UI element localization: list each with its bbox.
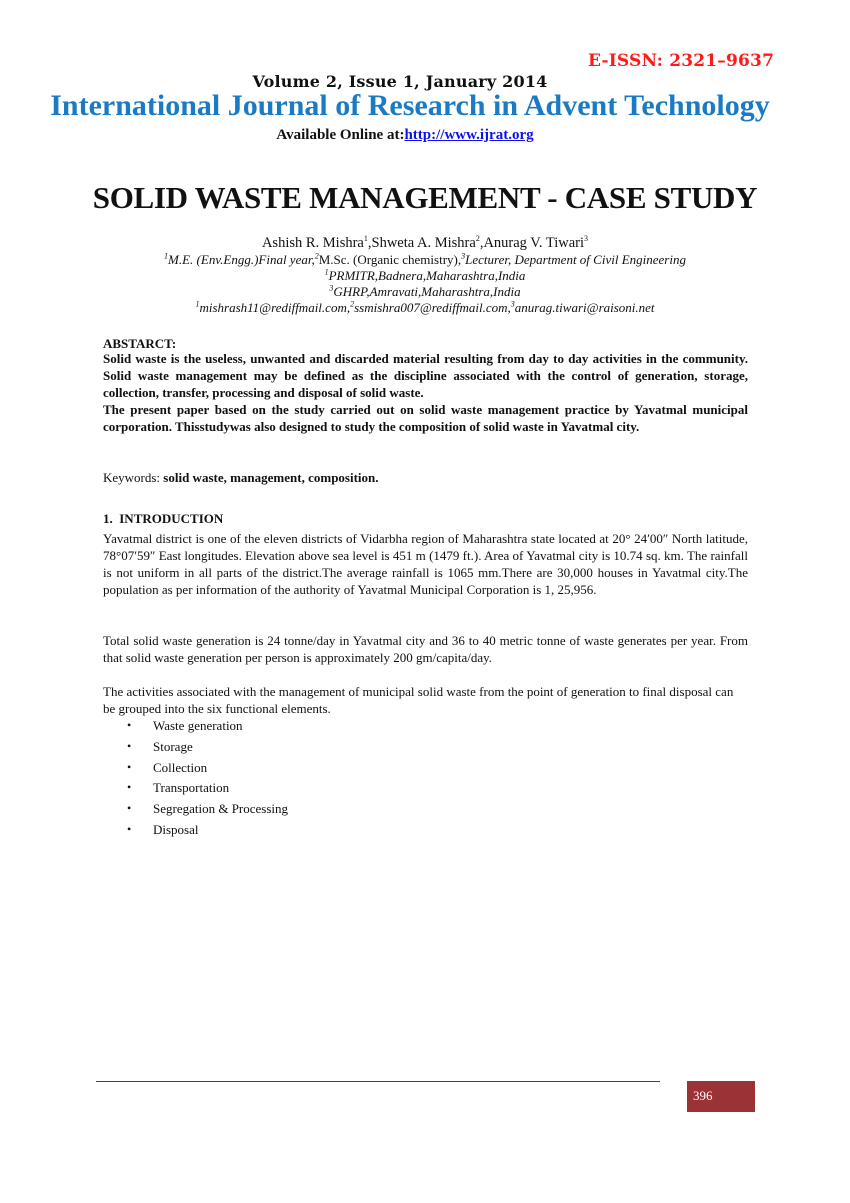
abstract-paragraph-1: Solid waste is the useless, unwanted and discarded material resulting from day to day activities in the community. Solid waste management may be defined as the discipline associated with the control of generation, storage, collection, transfer, processing and disposal of solid waste. xyxy=(103,351,748,400)
email-sup: 1 xyxy=(195,299,200,309)
page-number: 396 xyxy=(693,1088,713,1103)
intro-paragraph-2: Total solid waste generation is 24 tonne/day in Yavatmal city and 36 to 40 metric tonne of waste generates per year. From that solid waste generation per person is approximately 200 gm/capita/day. xyxy=(103,633,748,665)
list-item xyxy=(103,800,748,821)
affil-institute-text: GHRP,Amravati,Maharashtra,India xyxy=(333,284,521,299)
list-item-text: Collection xyxy=(153,759,208,775)
list-item-text: Segregation & Processing xyxy=(153,801,289,817)
journal-link[interactable]: http://www.ijrat.org xyxy=(404,127,534,143)
bullet-icon: • xyxy=(127,821,132,836)
list-item-text: Waste generation xyxy=(153,718,243,733)
author-name: Anurag V. Tiwari xyxy=(483,235,585,251)
email-sup: 2 xyxy=(350,299,355,309)
author-sup: 1 xyxy=(363,234,368,244)
affiliation-institute-1 xyxy=(0,268,850,284)
affil-sup: 1 xyxy=(324,267,329,277)
bullet-icon: • xyxy=(127,759,132,774)
author-name: Shweta A. Mishra xyxy=(371,235,476,251)
email-1: mishrash11@rediffmail.com, xyxy=(199,300,351,315)
bullet-icon: • xyxy=(127,738,132,753)
paper-title: SOLID WASTE MANAGEMENT - CASE STUDY xyxy=(92,180,758,215)
affil-sup: 3 xyxy=(329,283,334,293)
author-sup: 3 xyxy=(584,234,589,244)
affil-degree-2: M.Sc. (Organic chemistry), xyxy=(318,252,462,267)
affil-sup: 1 xyxy=(164,251,169,261)
affil-sup: 2 xyxy=(314,251,319,261)
list-item xyxy=(103,738,748,759)
list-item xyxy=(103,759,748,780)
list-item-text: Disposal xyxy=(153,821,199,837)
affiliation-institute-3 xyxy=(0,284,850,300)
author-list xyxy=(0,235,850,252)
affil-institute-text: PRMITR,Badnera,Maharashtra,India xyxy=(328,268,526,283)
abstract-heading: ABSTARCT: xyxy=(103,336,177,351)
author-sep: , xyxy=(479,235,484,251)
author-emails xyxy=(0,300,850,316)
keywords xyxy=(103,469,748,486)
available-label: Available Online at: xyxy=(276,127,405,143)
affil-sup: 3 xyxy=(461,251,466,261)
list-item-text: Storage xyxy=(153,738,193,754)
email-3: anurag.tiwari@raisoni.net xyxy=(514,300,655,315)
journal-title: International Journal of Research in Advent Technology xyxy=(50,89,770,122)
email-sup: 3 xyxy=(510,299,515,309)
list-item xyxy=(103,779,748,800)
issn-label: E-ISSN: 2321–9637 xyxy=(588,51,775,71)
abstract-paragraph-2: The present paper based on the study carried out on solid waste management practice by Yavatmal municipal corporation. Thisstudywas also designed to study the composition of solid waste in Yavatmal city. xyxy=(103,402,748,434)
author-sep: , xyxy=(367,235,372,251)
bullet-icon: • xyxy=(127,718,132,732)
page-number-box xyxy=(687,1081,755,1112)
section-heading-introduction: 1. INTRODUCTION xyxy=(103,511,224,526)
functional-elements-list xyxy=(103,717,748,842)
available-online xyxy=(0,127,810,144)
keywords-value: solid waste, management, composition. xyxy=(163,470,379,485)
footer-divider xyxy=(96,1081,660,1082)
author-name: Ashish R. Mishra xyxy=(261,235,364,251)
bullet-icon: • xyxy=(127,780,132,795)
author-sup: 2 xyxy=(475,234,480,244)
affil-degree-1: M.E. (Env.Engg.)Final year, xyxy=(168,252,315,267)
bullet-icon: • xyxy=(127,801,132,816)
affil-degree-3: Lecturer, Department of Civil Engineering xyxy=(465,252,686,267)
list-item xyxy=(103,821,748,842)
volume-issue: Volume 2, Issue 1, January 2014 xyxy=(252,72,548,91)
affiliation-degrees xyxy=(0,252,850,268)
email-2: ssmishra007@rediffmail.com, xyxy=(354,300,511,315)
list-item-text: Transportation xyxy=(153,780,230,796)
keywords-label: Keywords: xyxy=(103,470,164,485)
intro-paragraph-1: Yavatmal district is one of the eleven districts of Vidarbha region of Maharashtra state located at 20° 24′00″ North latitude, 78°07′59″ East longitudes. Elevation above sea level is 451 m (1479 ft.). Area of Yavatmal city is 10.74 sq. km. The rainfall is not uniform in all parts of the district.The average rainfall is 1065 mm.There are 30,000 houses in Yavatmal city.The population as per information of the authority of Yavatmal Municipal Corporation is 1, 25,956. xyxy=(103,531,748,597)
list-item xyxy=(103,717,748,738)
intro-paragraph-3: The activities associated with the management of municipal solid waste from the point of generation to final disposal can be grouped into the six functional elements. xyxy=(103,684,734,716)
